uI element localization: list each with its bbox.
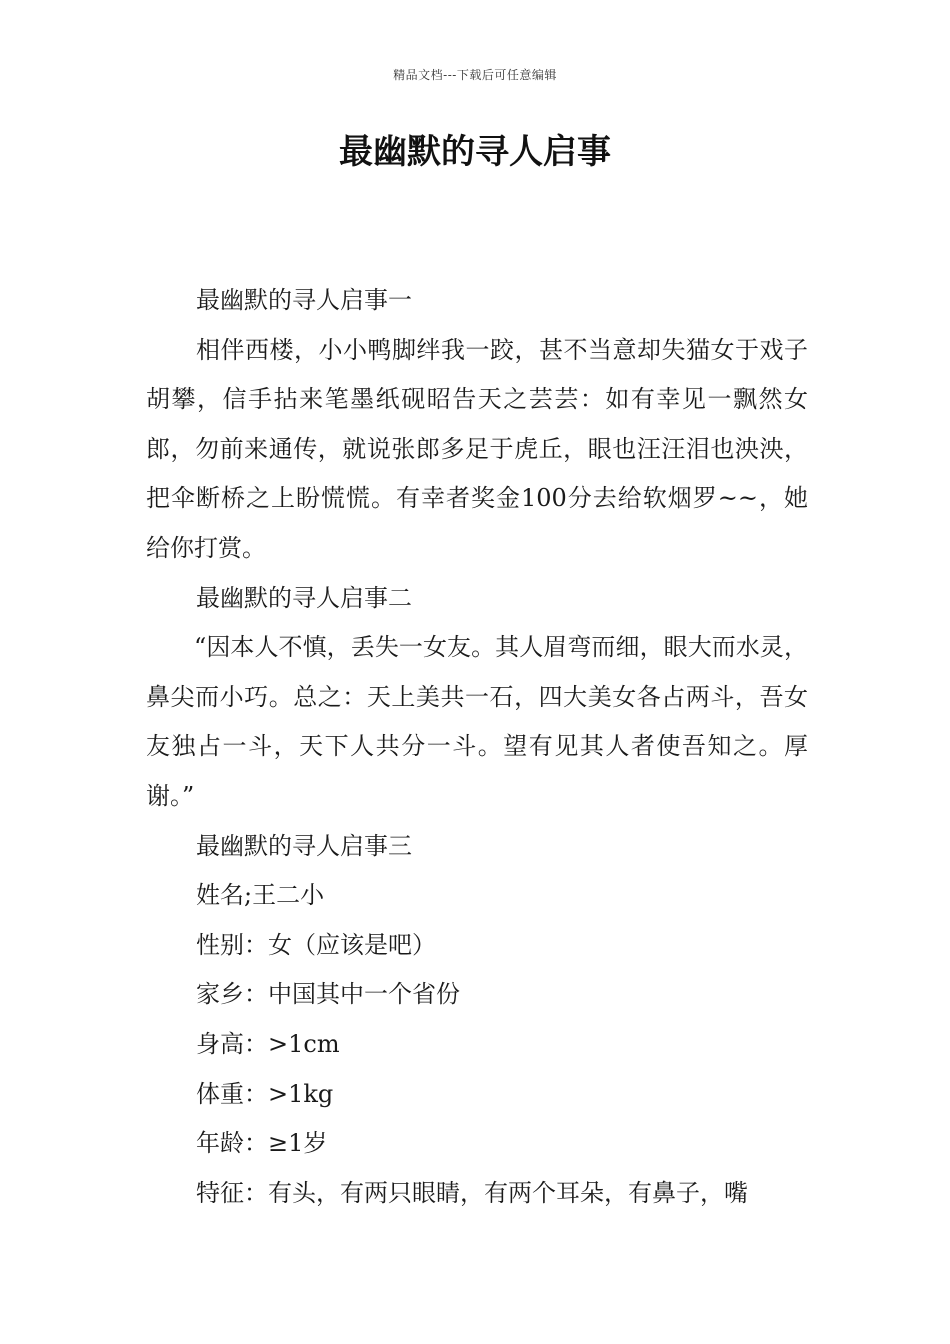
section-heading-3: 最幽默的寻人启事三	[196, 831, 412, 860]
field-height: 身高：>1cm	[196, 1029, 340, 1058]
section-heading-1: 最幽默的寻人启事一	[196, 286, 412, 314]
field-hometown: 家乡：中国其中一个省份	[196, 980, 460, 1009]
document-body	[146, 276, 808, 1218]
field-age: 年龄：≥1岁	[196, 1129, 328, 1158]
field-features: 特征：有头，有两只眼睛，有两个耳朵，有鼻子，嘴	[196, 1178, 748, 1207]
paragraph-notice-2: “因本人不慎，丢失一女友。其人眉弯而细，眼大而水灵，鼻尖而小巧。总之：天上美共一石，四大美女各占两斗，吾女友独占一斗，天下人共分一斗。望有见其人者使吾知之。厚谢。”	[146, 633, 808, 810]
field-name: 姓名;王二小	[196, 881, 325, 910]
field-gender: 性别：女（应该是吧）	[196, 930, 436, 959]
document-title: 最幽默的寻人启事	[339, 132, 611, 172]
section-heading-2: 最幽默的寻人启事二	[196, 583, 412, 612]
paragraph-notice-1: 相伴西楼，小小鸭脚绊我一跤，甚不当意却失猫女于戏子胡攀，信手拈来笔墨纸砚昭告天之芸芸：如有幸见一飘然女郎，勿前来通传，就说张郎多足于虎丘，眼也汪汪泪也泱泱，把伞断桥之上盼慌慌。有幸者奖金100分去给软烟罗~~，她给你打赏。	[146, 335, 808, 562]
field-weight: 体重：>1kg	[196, 1079, 334, 1108]
header-note: 精品文档---下载后可任意编辑	[393, 68, 557, 82]
